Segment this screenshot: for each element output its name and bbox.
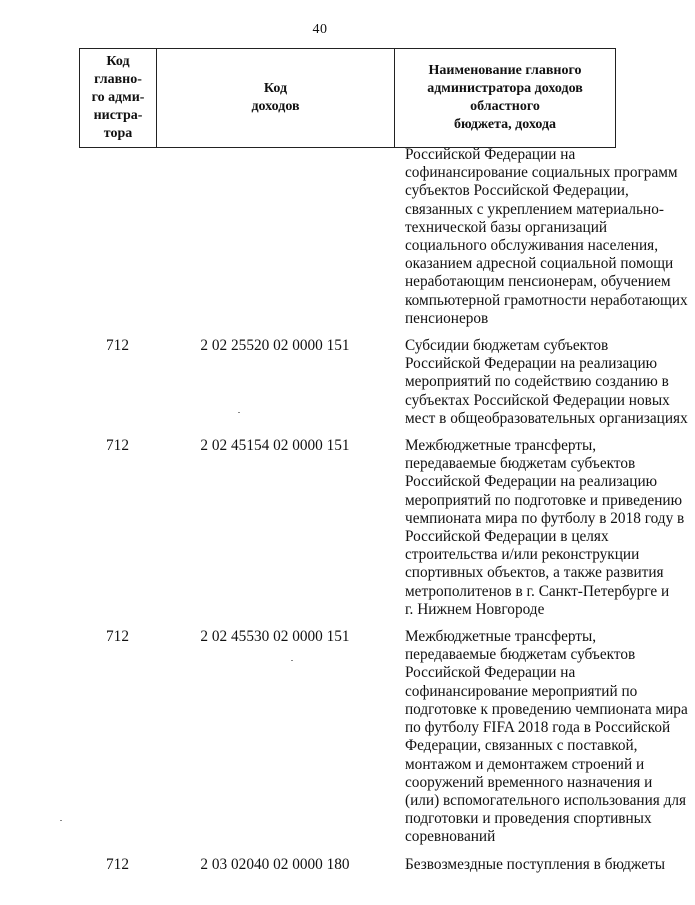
page-number: 40 (312, 22, 328, 37)
income-code-cell: 2 02 25520 02 0000 151 (200, 337, 350, 355)
header-admin-line: тора (103, 126, 133, 141)
income-code-cell: 2 03 02040 02 0000 180 (200, 855, 350, 873)
admin-code-cell: 712 (106, 437, 129, 455)
header-admin-line: нистра- (93, 108, 143, 123)
income-code-cell: 2 02 45154 02 0000 151 (200, 437, 350, 455)
income-name-cell: Межбюджетные трансферты, передаваемые бюджетам субъектов Российской Федерации на реализацию мероприятий по подготовке и приведению чемпионата мира по футболу в 2018 году в Российской Федерации в целях строительства и/или реконструкции спортивных объектов, а также развития метрополитенов в г. Санкт-Петербурге и г. Нижнем Новгороде (405, 437, 685, 618)
admin-code-cell: 712 (106, 628, 129, 646)
table-row (79, 437, 685, 619)
income-code-cell: 2 02 45530 02 0000 151 (200, 628, 350, 646)
table-body (79, 146, 688, 883)
header-income-line: доходов (251, 99, 300, 114)
header-admin-code (80, 49, 157, 148)
header-admin-line: Код (106, 54, 130, 69)
header-admin-line: главно- (94, 72, 142, 87)
header-income-line: Код (263, 81, 288, 96)
table-row (79, 146, 688, 328)
admin-code-cell: 712 (106, 855, 129, 873)
header-name-line: бюджета, дохода (453, 117, 557, 132)
table-row (79, 628, 688, 846)
header-name-line: администратора доходов областного (427, 81, 583, 114)
income-name-cell: Российской Федерации на софинансирование социальных программ субъектов Российской Федерации, связанных с укреплением материально- технической базы организаций социального обслуживания населения, оказанием адресной социальной помощи неработающим пенсионерам, обучением компьютерной грамотности неработающих пенсионеров (405, 146, 688, 327)
income-name-cell: Субсидии бюджетам субъектов Российской Федерации на реализацию мероприятий по содействию созданию в субъектах Российской Федерации новых мест в общеобразовательных организациях (405, 337, 688, 427)
table-row (79, 855, 666, 874)
header-name-line: Наименование главного (428, 63, 582, 78)
income-name-cell: Межбюджетные трансферты, передаваемые бюджетам субъектов Российской Федерации на софинансирование мероприятий по подготовке к проведению чемпионата мира по футболу FIFA 2018 года в Российской Федерации, связанных с поставкой, монтажом и демонтажем строений и сооружений временного назначения и (или) вспомогательного использования для подготовки и проведения спортивных соревнований (405, 628, 688, 846)
table-row (79, 337, 688, 428)
table-header (79, 48, 616, 148)
scan-speck (238, 412, 240, 413)
header-income-code (157, 49, 395, 148)
scan-speck (291, 660, 293, 661)
scan-speck (60, 820, 62, 821)
header-admin-line: го адми- (91, 90, 145, 105)
header-name (395, 49, 616, 148)
admin-code-cell: 712 (106, 337, 129, 355)
income-name-cell: Безвозмездные поступления в бюджеты (405, 855, 666, 873)
